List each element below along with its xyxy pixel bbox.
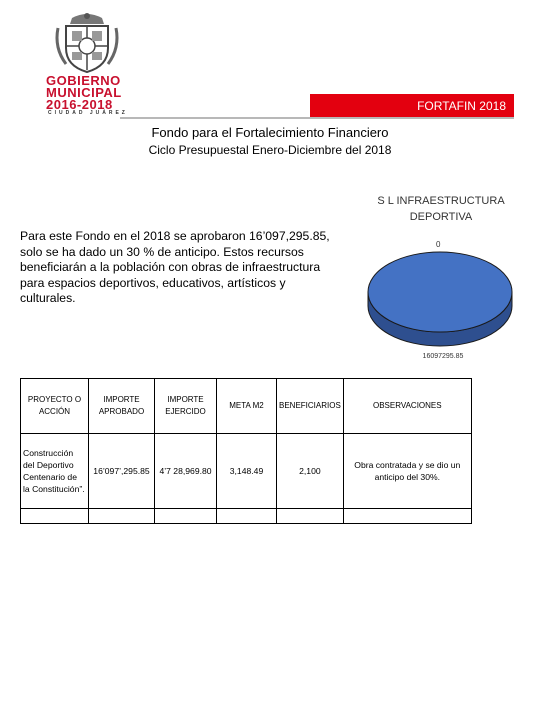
table-header-row (21, 379, 472, 434)
page-title: Fondo para el Fortalecimiento Financiero (151, 125, 389, 140)
logo-text-years: 2016-2018 (46, 97, 113, 112)
projects-table (20, 378, 472, 524)
table-row-empty (21, 509, 472, 524)
empty-cell (343, 509, 471, 524)
page-subtitle: Ciclo Presupuestal Enero-Diciembre del 2018 (148, 143, 392, 157)
header-importe-ejercido: IMPORTE EJERCIDO (155, 379, 217, 434)
cell-proyecto: Construcción del Deportivo Centenario de la Constitución”. (21, 434, 89, 509)
cell-observaciones: Obra contratada y se dio un anticipo del 30%. (343, 434, 471, 509)
header-importe-aprobado: IMPORTE APROBADO (89, 379, 155, 434)
pie-data-label-bottom: 16097295.85 (422, 353, 464, 360)
header-beneficiarios: BENEFICIARIOS (277, 379, 344, 434)
empty-cell (277, 509, 344, 524)
empty-cell (89, 509, 155, 524)
header-proyecto: PROYECTO O ACCIÓN (21, 379, 89, 434)
cell-beneficiarios: 2,100 (277, 434, 344, 509)
coat-of-arms-icon (52, 8, 122, 74)
empty-cell (21, 509, 89, 524)
table-row (21, 434, 472, 509)
pie-chart-title: S L INFRAESTRUCTURA DEPORTIVA (377, 195, 505, 223)
pie-data-label-top: 0 (436, 240, 441, 249)
empty-cell (217, 509, 277, 524)
logo-text-municipal: MUNICIPAL (46, 85, 122, 100)
logo-text-city: CIUDAD JUÁREZ (48, 110, 128, 116)
cell-importe-aprobado: 16’097’,295.85 (89, 434, 155, 509)
fund-description: Para este Fondo en el 2018 se aprobaron 16’097,295.85, solo se ha dado un 30 % de anticipo. Estos recursos beneficiarán a la población con obras de infraestructura para espacios deportivos, educativos, artísticos y culturales. (20, 229, 330, 305)
program-banner: FORTAFIN 2018 (310, 94, 514, 118)
empty-cell (155, 509, 217, 524)
header-observaciones: OBSERVACIONES (343, 379, 471, 434)
cell-importe-ejercido: 4’7 28,969.80 (155, 434, 217, 509)
cell-meta: 3,148.49 (217, 434, 277, 509)
pie-chart (365, 250, 515, 350)
pie-slice (368, 252, 512, 332)
logo-text-gobierno: GOBIERNO (46, 73, 121, 88)
header-divider (120, 117, 514, 119)
header-meta: META M2 (217, 379, 277, 434)
